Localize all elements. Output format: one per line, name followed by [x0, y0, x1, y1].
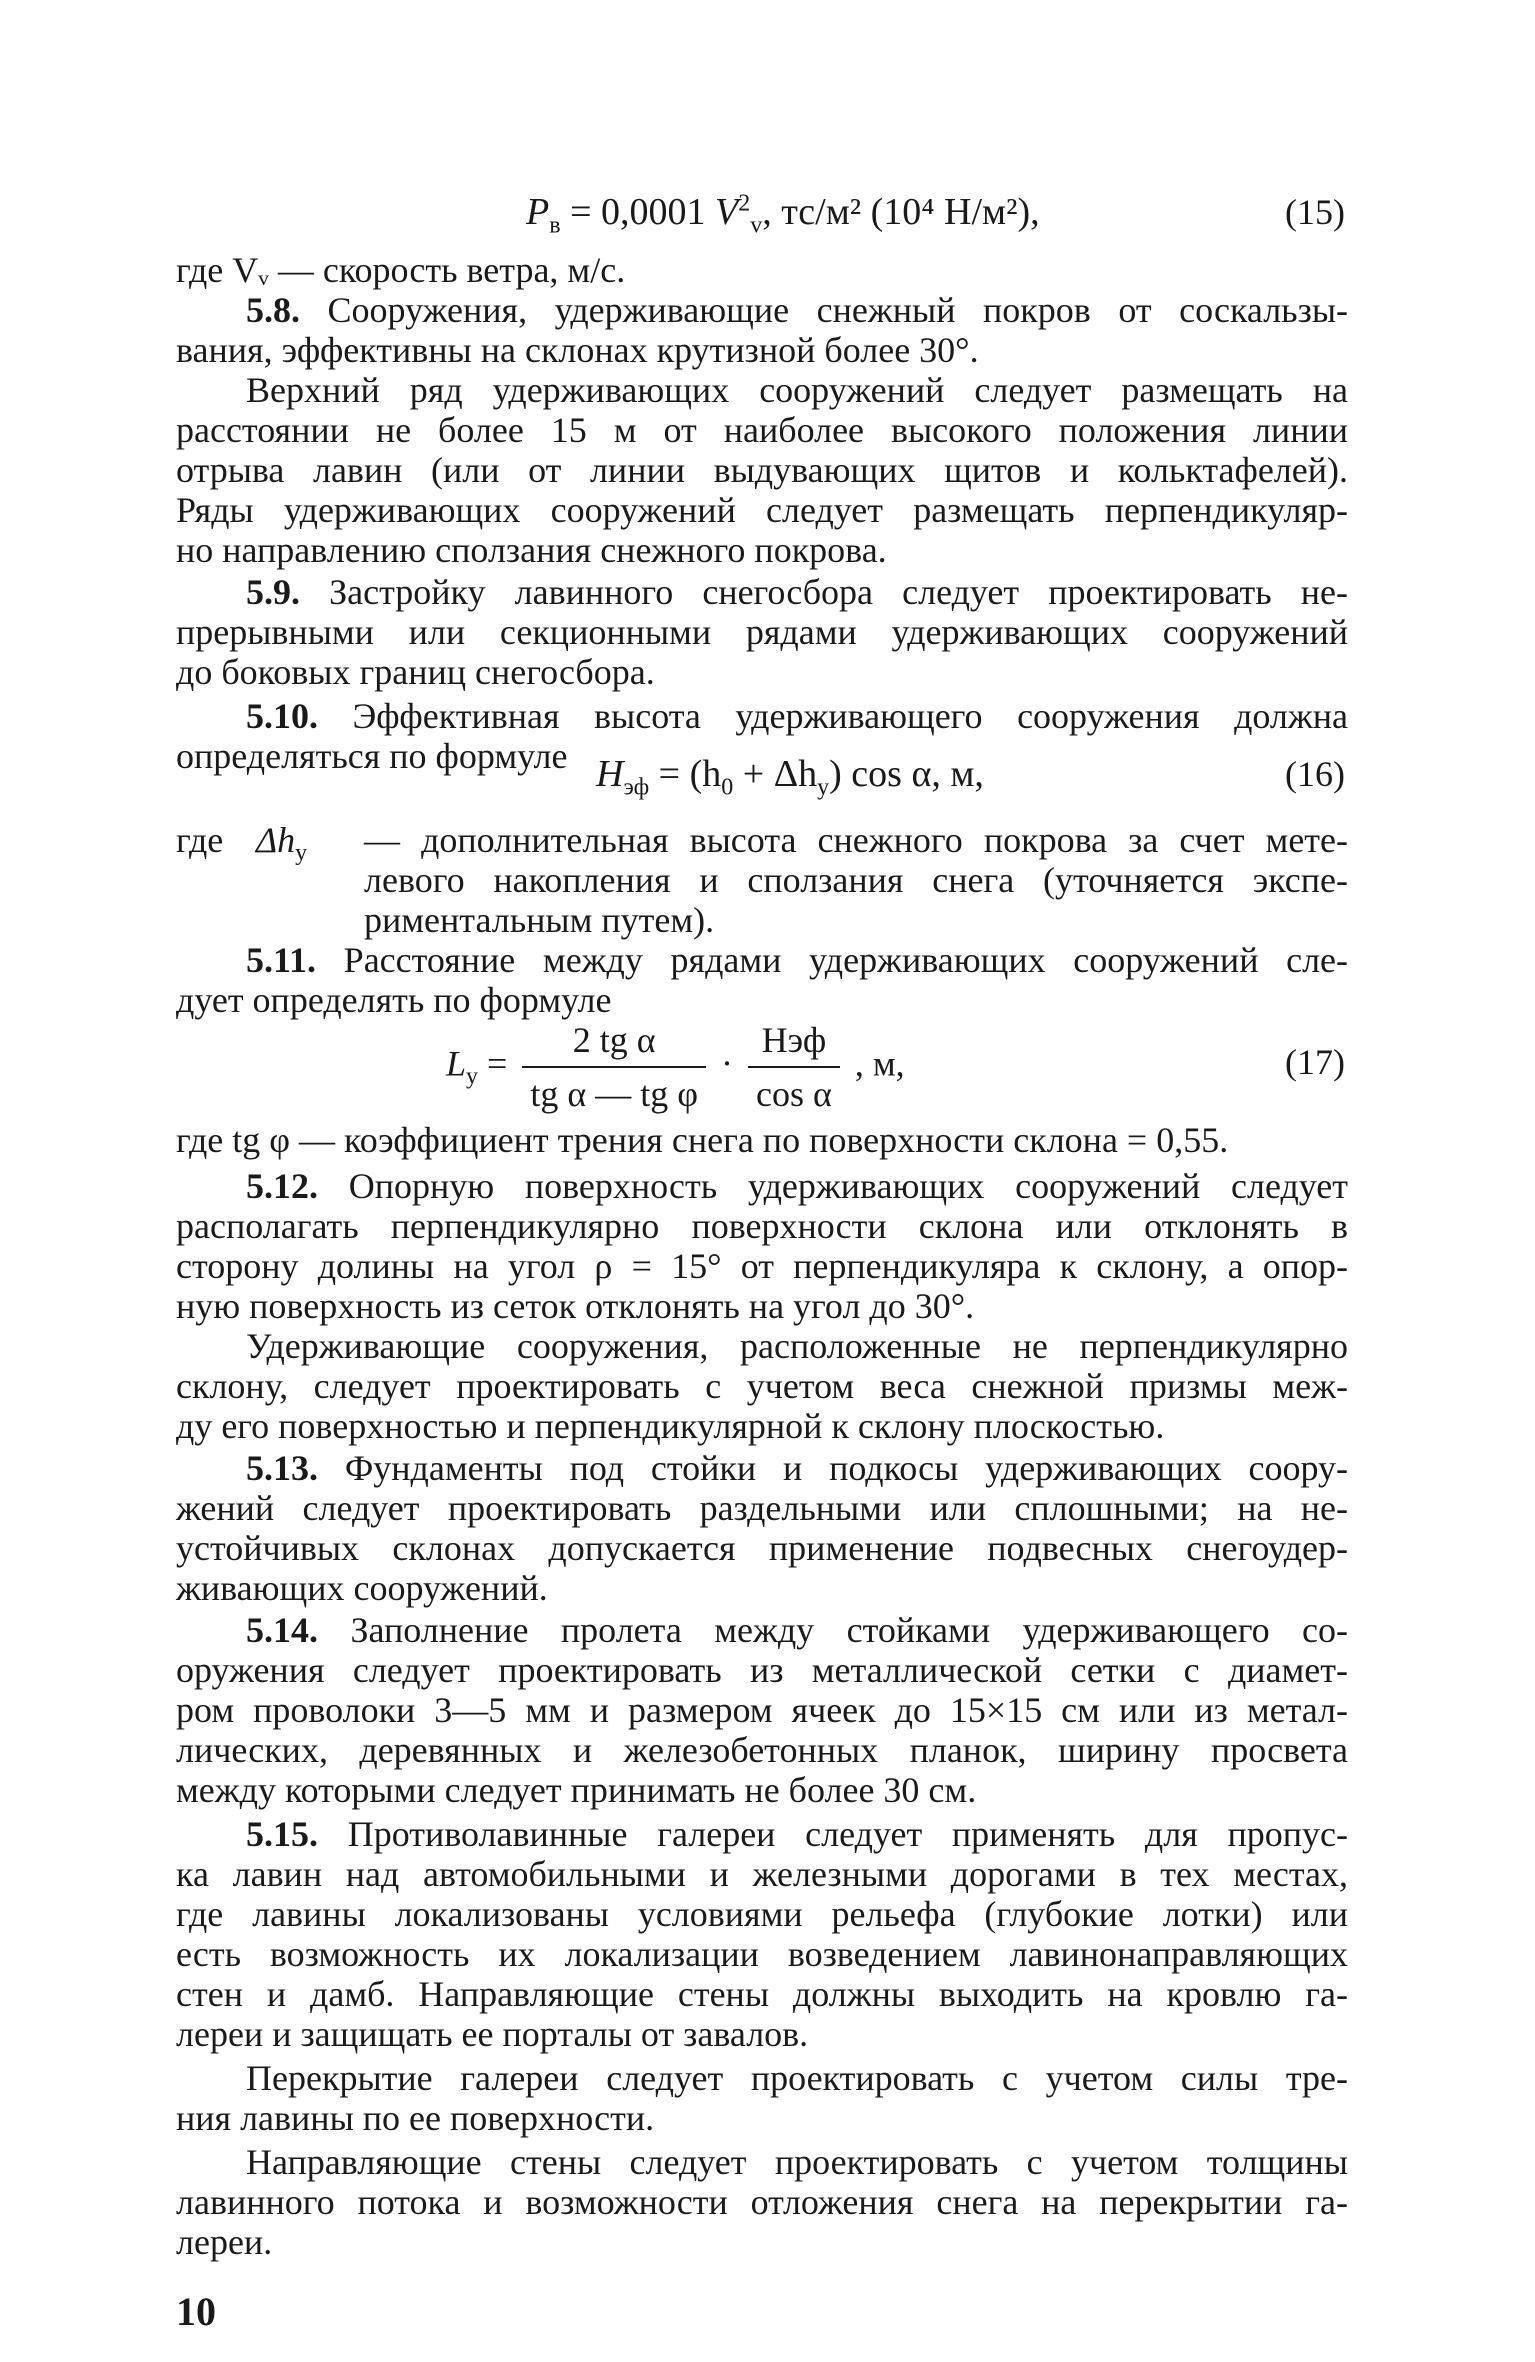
formula-15-var: V — [715, 191, 739, 233]
formula-15-var-sup: 2 — [738, 190, 751, 217]
para-5-15-line-4: есть возможность их локализации возведением лавинонаправляющих — [176, 1934, 1348, 1974]
para-5-9-line-3: до боковых границ снегосбора. — [176, 652, 655, 692]
formula-16-part-d: ) cos α, м, — [829, 753, 984, 795]
para-5-12b-line-3: ду его поверхностью и перпендикулярной к склону плоскостью. — [176, 1406, 1165, 1446]
para-5-15c-line-3: лереи. — [176, 2222, 273, 2262]
formula-15-number: (15) — [1285, 192, 1345, 232]
formula-15 — [526, 190, 1040, 239]
para-5-8b-line-5: но направлению сползания снежного покрова. — [176, 530, 887, 570]
para-5-15b-line-2: ния лавины по ее поверхности. — [176, 2098, 655, 2138]
para-5-12-line-3: сторону долины на угол ρ = 15° от перпендикуляра к склону, а опор- — [176, 1246, 1348, 1286]
para-5-13-line-1 — [246, 1448, 1348, 1488]
formula-16-part-c-sub: y — [817, 774, 830, 801]
formula-17-fraction-2 — [748, 1018, 840, 1116]
formula-17-frac2-numerator: Hэф — [748, 1018, 840, 1068]
formula-15-var-sub: v — [750, 212, 763, 239]
para-5-8b-line-3: отрыва лавин (или от линии выдувающих щитов и кольктафелей). — [176, 450, 1348, 490]
para-5-14-line-2: оружения следует проектировать из металлической сетки с диамет- — [176, 1650, 1348, 1690]
para-5-13-number: 5.13. — [246, 1448, 318, 1488]
para-5-14-line-5: между которыми следует принимать не более 30 см. — [176, 1770, 977, 1810]
formula-17-frac1-numerator: 2 tg α — [522, 1018, 706, 1068]
para-5-10-number: 5.10. — [246, 696, 318, 736]
para-5-12b-line-2: склону, следует проектировать с учетом веса снежной призмы меж- — [176, 1366, 1348, 1406]
para-5-14-line-4: лических, деревянных и железобетонных планок, ширину просвета — [176, 1730, 1348, 1770]
para-5-9-text-1: Застройку лавинного снегосбора следует проектировать не- — [329, 572, 1348, 612]
para-5-15-line-3: где лавины локализованы условиями рельефа (глубокие лотки) или — [176, 1894, 1348, 1934]
para-5-15-line-5: стен и дамб. Направляющие стены должны выходить на кровлю га- — [176, 1974, 1348, 2014]
formula-17-frac1-denominator: tg α — tg φ — [530, 1074, 698, 1114]
para-5-13-line-4: живающих сооружений. — [176, 1568, 548, 1608]
para-5-12-number: 5.12. — [246, 1166, 318, 1206]
para-5-8-number: 5.8. — [246, 290, 300, 330]
para-5-15-number: 5.15. — [246, 1814, 318, 1854]
para-5-11-line-1 — [246, 940, 1348, 980]
where-16-label: где — [176, 820, 224, 860]
para-5-9-number: 5.9. — [246, 572, 300, 612]
para-5-12-line-1 — [246, 1166, 1348, 1206]
para-5-12-line-4: ную поверхность из сеток отклонять на угол до 30°. — [176, 1286, 975, 1326]
formula-17 — [446, 1018, 905, 1116]
para-5-8b-line-1: Верхний ряд удерживающих сооружений следует размещать на — [246, 370, 1348, 410]
where-15: где Vᵥ — скорость ветра, м/с. — [176, 250, 626, 290]
para-5-8-line-2: вания, эффективны на склонах крутизной более 30°. — [176, 330, 979, 370]
formula-17-fraction-1 — [522, 1018, 706, 1116]
formula-16-lhs: H — [596, 753, 624, 795]
para-5-15-line-2: ка лавин над автомобильными и железными дорогами в тех местах, — [176, 1854, 1348, 1894]
where-16-symbol-text: Δh — [256, 820, 296, 860]
where-17: где tg φ — коэффициент трения снега по поверхности склона = 0,55. — [176, 1120, 1229, 1160]
para-5-14-line-1 — [246, 1610, 1348, 1650]
para-5-9-line-1 — [246, 572, 1348, 612]
formula-17-lhs: L — [446, 1043, 467, 1084]
formula-17-frac2-denominator: cos α — [756, 1074, 832, 1114]
para-5-13-text-1: Фундаменты под стойки и подкосы удерживающих соору- — [344, 1448, 1349, 1488]
para-5-11-text-1: Расстояние между рядами удерживающих сооружений сле- — [343, 940, 1349, 980]
para-5-15b-line-1: Перекрытие галереи следует проектировать с учетом силы тре- — [246, 2058, 1348, 2098]
formula-17-lhs-sub: у — [466, 1063, 479, 1090]
para-5-14-line-3: ром проволоки 3—5 мм и размером ячеек до 15×15 см или из метал- — [176, 1690, 1348, 1730]
para-5-9-line-2: прерывными или секционными рядами удерживающих сооружений — [176, 612, 1348, 652]
formula-16-lhs-sub: эф — [623, 774, 650, 801]
formula-17-units: , м, — [854, 1043, 905, 1084]
formula-15-units: , тс/м² (10⁴ Н/м²), — [762, 191, 1040, 233]
formula-16 — [596, 752, 984, 801]
where-16-line-2: левого накопления и сползания снега (уточняется экспе- — [364, 860, 1348, 900]
formula-17-number: (17) — [1285, 1042, 1345, 1082]
where-16-line-3: риментальным путем). — [364, 900, 715, 940]
para-5-12b-line-1: Удерживающие сооружения, расположенные не перпендикулярно — [246, 1326, 1348, 1366]
formula-16-part-b: = (h — [649, 753, 722, 795]
para-5-15c-line-2: лавинного потока и возможности отложения снега на перекрытии га- — [176, 2182, 1348, 2222]
para-5-8b-line-4: Ряды удерживающих сооружений следует размещать перпендикуляр- — [176, 490, 1348, 530]
para-5-8b-line-2: расстоянии не более 15 м от наиболее высокого положения линии — [176, 410, 1348, 450]
formula-16-part-b-sub: 0 — [721, 774, 734, 801]
para-5-8-text-1: Сооружения, удерживающие снежный покров от соскальзы- — [327, 290, 1348, 330]
formula-17-equals: = — [487, 1043, 508, 1084]
formula-15-lhs-sub: в — [549, 212, 561, 239]
formula-15-coef: = 0,0001 — [570, 191, 706, 233]
formula-15-lhs: P — [526, 191, 550, 233]
where-16-line-1: — дополнительная высота снежного покрова за счет мете- — [364, 820, 1348, 860]
para-5-10-line-1 — [246, 696, 1348, 736]
para-5-13-line-2: жений следует проектировать раздельными или сплошными; на не- — [176, 1488, 1348, 1528]
para-5-15-line-1 — [246, 1814, 1348, 1854]
formula-17-dot: · — [721, 1043, 733, 1084]
para-5-15-line-6: лереи и защищать ее порталы от завалов. — [176, 2014, 809, 2054]
page-number: 10 — [176, 2289, 216, 2334]
formula-16-part-c: + Δh — [733, 753, 818, 795]
formula-16-number: (16) — [1285, 754, 1345, 794]
para-5-15c-line-1: Направляющие стены следует проектировать с учетом толщины — [246, 2142, 1348, 2182]
para-5-14-number: 5.14. — [246, 1610, 318, 1650]
para-5-11-number: 5.11. — [246, 940, 317, 980]
where-16-symbol — [256, 820, 308, 867]
where-16-symbol-sub: y — [295, 840, 308, 867]
para-5-12-text-1: Опорную поверхность удерживающих сооружений следует — [348, 1166, 1349, 1206]
para-5-10-text-1: Эффективная высота удерживающего сооружения должна — [352, 696, 1349, 736]
para-5-11-line-2: дует определять по формуле — [176, 980, 612, 1020]
para-5-13-line-3: устойчивых склонах допускается применение подвесных снегоудер- — [176, 1528, 1348, 1568]
para-5-12-line-2: располагать перпендикулярно поверхности склона или отклонять в — [176, 1206, 1348, 1246]
para-5-14-text-1: Заполнение пролета между стойками удерживающего со- — [350, 1610, 1349, 1650]
para-5-8-line-1 — [246, 290, 1348, 330]
para-5-15-text-1: Противолавинные галереи следует применять для пропус- — [347, 1814, 1349, 1854]
para-5-10-line-2: определяться по формуле — [176, 736, 568, 776]
